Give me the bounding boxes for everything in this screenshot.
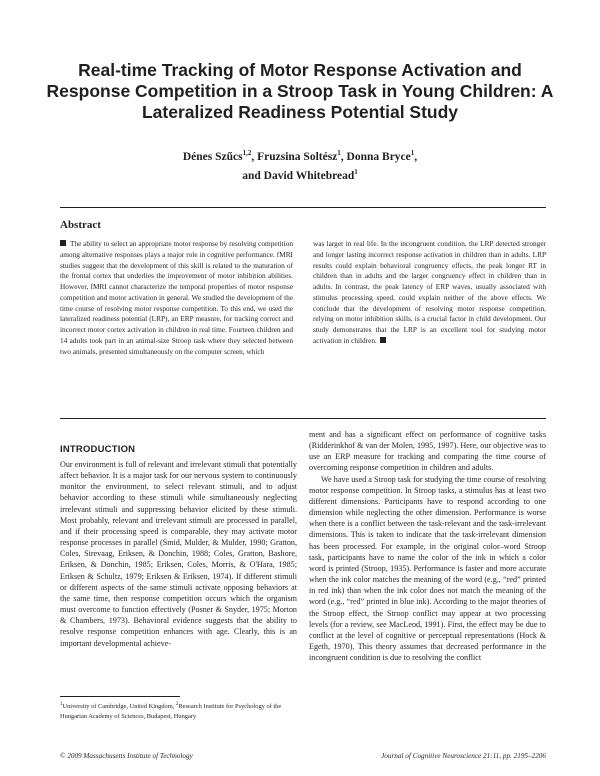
journal-citation-footer: Journal of Cognitive Neuroscience 21:11, pp. 2195–2206 [381, 752, 546, 760]
abstract-top-rule [60, 207, 546, 208]
abstract-column-right [313, 239, 546, 357]
author: Dénes Szűcs$^{1,2}$, [182, 149, 258, 163]
body-column-right [309, 429, 546, 663]
section-marker-icon [60, 240, 66, 246]
copyright-footer: © 2009 Massachusetts Institute of Technology [60, 752, 193, 760]
intro-paragraph-2: ment and has a significant effect on performance of cognitive tasks (Ridderinkhof & van der Molen, 1995, 1997). Here, our objective was to use an ERP measure for tracking and comparing the time course of overcoming response competition in children and adults. [309, 430, 546, 473]
affiliation-footnote: $^1$University of Cambridge, United Kingdom, $^2$Research Institute for Psychology of the Hungarian Academy of Sciences, Budapest, Hungary [60, 702, 282, 720]
author: Fruzsina Soltész$^1$, [257, 149, 347, 163]
body-columns [60, 429, 546, 663]
section-heading-introduction: INTRODUCTION [60, 444, 136, 455]
body-column-left [60, 429, 297, 663]
abstract-heading: Abstract [60, 219, 101, 231]
end-marker-icon [380, 337, 386, 343]
intro-paragraph-1: Our environment is full of relevant and irrelevant stimuli that potentially affect behavior. It is a major task for our nervous system to continuously monitor the environment, to select relevant stimuli, and to adjust behavior according to these stimuli while simultaneously neglecting irrelevant stimuli and suppressing behavior elicited by these stimuli. Most probably, relevant and irrelevant stimuli are processed in parallel, and if their processing speed is comparable, they may activate motor response processes in parallel (Smid, Mulder, & Mulder, 1990; Gratton, Coles, Sirevaag, Eriksen, & Donchin, 1988; Coles, Gratton, Bashore, Eriksen, & Donchin, 1985; Eriksen, Coles, Morris, & O'Hara, 1985; Eriksen & Schultz, 1979; Eriksen & Eriksen, 1974). If different stimuli or different aspects of the same stimuli activate opposing behaviors at the same time, then response competition occurs which the organism must overcome to function effectively (Posner & Snyder, 1975; Morton & Chambers, 1973). Behavioral evidence suggests that the ability to resolve response competition enhances with age. Clearly, this is an important developmental achieve- [60, 460, 297, 648]
author-list [150, 146, 450, 184]
abstract-bottom-rule [60, 418, 546, 419]
paper-title: Real-time Tracking of Motor Response Activation and Response Competition in a Stroop Task in Young Children: A Lateralized Readiness Potential Study [46, 60, 554, 122]
abstract-column-left [60, 239, 293, 357]
footnote-rule [60, 696, 180, 697]
author: and David Whitebread$^1$ [242, 167, 358, 182]
abstract-body [60, 239, 546, 357]
author: Donna Bryce$^1$, [346, 149, 418, 163]
intro-paragraph-3: We have used a Stroop task for studying the time course of resolving motor response competition. In Stroop tasks, a stimulus has at least two different dimensions. Participants have to respond according to one dimension while neglecting the other dimension. Performance is worse when there is a conflict between the task-relevant and the task-irrelevant dimensions. This is taken to indicate that the task-irrelevant dimension has been processed. For example, in the original color–word Stroop task, participants have to name the color of the ink in which a color word is printed (Stroop, 1935). Performance is faster and more accurate when the ink color matches the meaning of the word (e.g., “red” printed in red ink) than when the ink color does not match the meaning of the word (e.g., “red” printed in blue ink). According to the major theories of the Stroop effect, the Stroop conflict may appear at two processing levels (for a review, see MacLeod, 1991). First, the effect may be due to conflict at the level of cognitive or perceptual representations (Hock & Egeth, 1970). This theory assumes that decreased performance in the incongruent condition is due to resolving the conflict [309, 474, 546, 663]
abstract-text-left: The ability to select an appropriate motor response by resolving competition among alternative responses plays a major role in cognitive performance. fMRI studies suggest that the development of this skill is related to the maturation of the frontal cortex that underlies the improvement of motor inhibition abilities. However, fMRI cannot characterize the temporal properties of motor response competition and motor activation in general. We studied the development of the time course of resolving motor response competition. To this end, we used the lateralized readiness potential (LRP), an ERP measure, for tracking correct and incorrect motor cortex activation in children in real time. Fourteen children and 14 adults took part in an animal-size Stroop task where they selected between two animals, presented simultaneously on the computer screen, which [60, 239, 293, 356]
abstract-text-right: was larger in real life. In the incongruent condition, the LRP detected stronger and longer lasting incorrect response activation in children than in adults. LRP results could explain behavioral congruency effects, the peak longer RT in children than in adults and the larger congruency effect in children than in adults. In contrast, the peak latency of ERP waves, usually associated with stimulus processing speed, could explain neither of the above effects. We conclude that the development of resolving motor response competition, relying on motor inhibition skills, is a crucial factor in child development. Our study demonstrates that the LRP is an excellent tool for studying motor activation in children. [313, 239, 546, 345]
